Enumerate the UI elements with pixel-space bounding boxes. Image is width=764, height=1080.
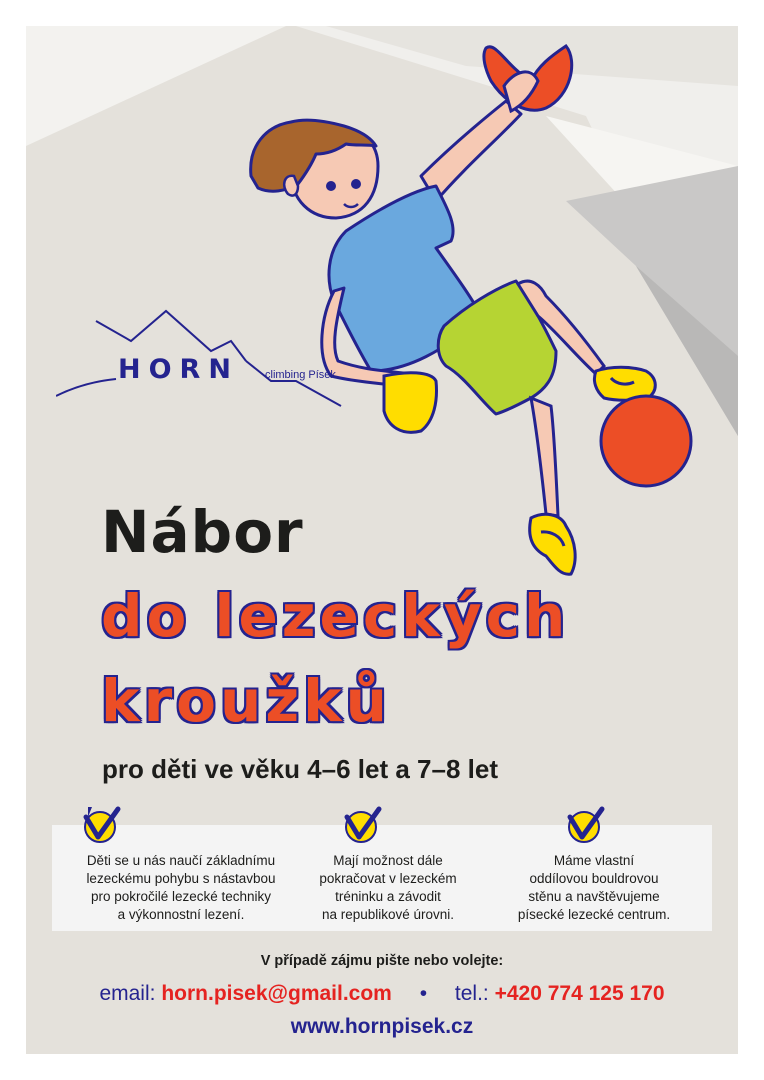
benefit-text-3: Máme vlastní oddílovou bouldrovou stěnu a navštěvujeme písecké lezecké centrum. — [517, 853, 671, 922]
check-badge-icon — [339, 803, 383, 847]
horn-logo — [56, 301, 356, 441]
separator-dot: • — [419, 982, 428, 1005]
phone-link[interactable]: +420 774 125 170 — [494, 982, 665, 1005]
email-link[interactable]: horn.pisek@gmail.com — [161, 982, 392, 1005]
logo-subtitle: climbing Písek — [265, 369, 336, 381]
contact-cta: V případě zájmu pište nebo volejte: — [260, 953, 504, 969]
logo-name: HORN — [118, 354, 239, 385]
benefit-text-1: Děti se u nás naučí základnímu lezeckému pohybu s nástavbou pro pokročilé lezecké techniky a výkonnostní lezení. — [86, 853, 276, 922]
contact-line — [26, 982, 738, 1006]
age-subheadline: pro děti ve věku 4–6 let a 7–8 let — [102, 754, 498, 784]
check-badge-icon — [562, 803, 606, 847]
check-badge-icon — [78, 803, 122, 847]
headline-line2: do lezeckých — [101, 582, 570, 650]
headline-line3: kroužků — [101, 667, 391, 735]
benefit-text-2: Mají možnost dále pokračovat v lezeckém tréninku a závodit na republikové úrovni. — [319, 853, 457, 922]
email-label: email: — [99, 982, 156, 1005]
headline-line1: Nábor — [101, 498, 304, 566]
phone-label: tel.: — [454, 982, 489, 1005]
website-link[interactable]: www.hornpisek.cz — [290, 1015, 474, 1038]
poster — [26, 26, 738, 1054]
